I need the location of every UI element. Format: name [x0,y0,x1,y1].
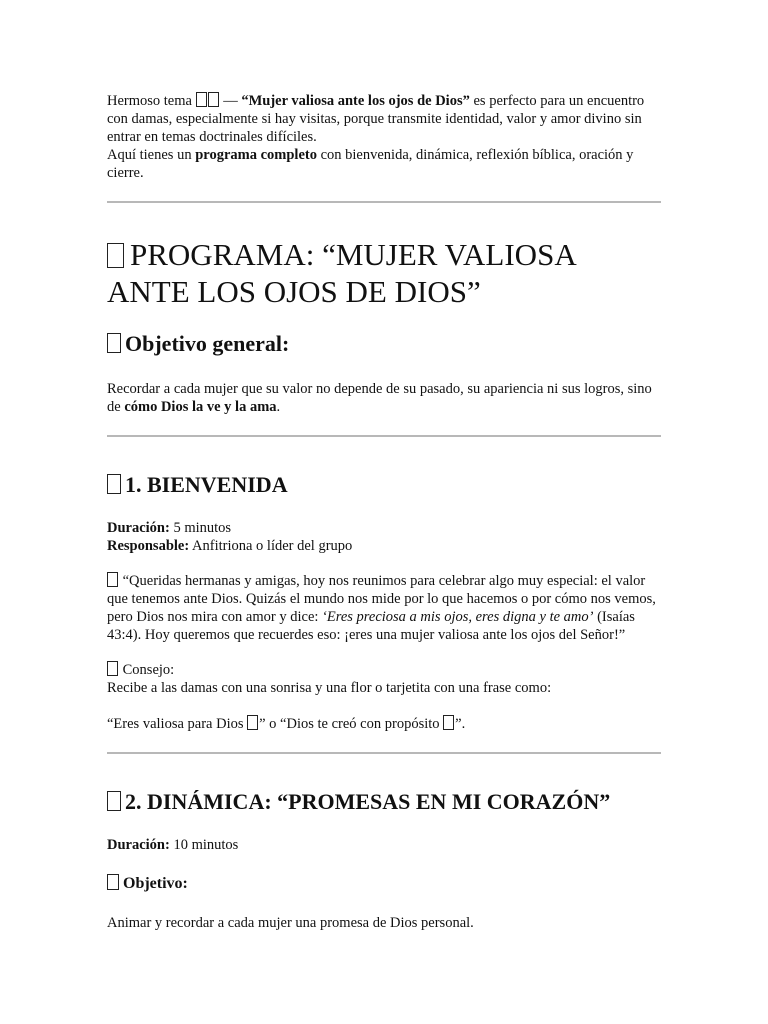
dynamic-objective-text [107,914,661,932]
intro-theme-title: “Mujer valiosa ante los ojos de Dios” [241,93,470,109]
welcome-heading [107,472,661,498]
intro-paragraph [107,92,661,146]
missing-glyph-icon [443,715,454,730]
objective-text: . [276,399,281,415]
missing-glyph-icon [208,92,219,107]
welcome-tip-text [107,679,661,697]
missing-glyph-icon [107,243,124,268]
welcome-speech [107,572,661,644]
duration-value: 5 minutos [169,520,232,536]
divider [107,201,661,203]
intro-paragraph [107,146,661,182]
objective-text: Recordar a cada mujer que su valor no depende de su pasado, su apariencia ni sus logros, sino de [107,381,652,415]
speech-verse: ‘Eres preciosa a mis ojos, eres digna y te amo’ [322,609,594,625]
welcome-responsible [107,537,661,555]
missing-glyph-icon [107,874,119,890]
welcome-duration [107,519,661,537]
intro-text: es perfecto para un encuentro con damas, especialmente si hay visitas, porque transmite identidad, valor y amor divino sin entrar en temas doctrinales difíciles. [107,93,645,145]
missing-glyph-icon [196,92,207,107]
intro-dash: — [219,93,242,109]
program-title-text: PROGRAMA: “MUJER VALIOSA ANTE LOS OJOS DE DIOS” [107,237,575,309]
dynamic-objective-heading-text: Objetivo: [123,875,188,892]
phrase-text: ” o “Dios te creó con propósito [259,716,444,732]
objective-paragraph [107,380,661,416]
tip-text: Recibe a las damas con una sonrisa y una flor o tarjetita con una frase como: [107,680,552,696]
missing-glyph-icon [107,791,121,811]
missing-glyph-icon [107,572,118,587]
welcome-phrases [107,715,661,733]
speech-text: (Isaías 43:4). Hoy queremos que recuerdes eso: ¡eres una mujer valiosa ante los ojos del Señor!” [107,609,635,643]
program-title [107,236,661,310]
objective-bold: cómo Dios la ve y la ama [124,399,277,415]
intro-text: Aquí tienes un [107,147,196,163]
duration-value: 10 minutos [169,837,239,853]
intro-text: Hermoso tema [107,93,196,109]
dynamic-heading [107,789,661,815]
duration-label: Duración: [107,520,170,536]
dynamic-objective-text-span: Animar y recordar a cada mujer una promesa de Dios personal. [107,915,474,931]
responsible-value: Anfitriona o líder del grupo [189,538,353,554]
intro-bold: programa completo [195,147,317,163]
intro-text: con bienvenida, dinámica, reflexión bíblica, oración y cierre. [107,147,634,181]
phrase-text: ”. [455,716,466,732]
document-content [107,92,661,932]
dynamic-heading-text: 2. DINÁMICA: “PROMESAS EN MI CORAZÓN” [125,789,611,814]
responsible-label: Responsable: [107,538,190,554]
speech-text: “Queridas hermanas y amigas, hoy nos reunimos para celebrar algo muy especial: el valor que tenemos ante Dios. Quizás el mundo nos mide por lo que hacemos o por cómo nos vemos, pero Dios nos mira con amor y dice: [107,573,656,625]
welcome-tip-label [107,661,661,679]
objective-heading-text: Objetivo general: [125,331,290,356]
objective-heading [107,331,661,357]
phrase-text: “Eres valiosa para Dios [107,716,248,732]
welcome-heading-text: 1. BIENVENIDA [125,472,288,497]
duration-label: Duración: [107,837,170,853]
divider [107,752,661,754]
missing-glyph-icon [107,661,118,676]
divider [107,435,661,437]
tip-label-text: Consejo: [122,662,175,678]
missing-glyph-icon [107,333,121,353]
missing-glyph-icon [107,474,121,494]
intro-section [107,92,661,182]
missing-glyph-icon [247,715,258,730]
dynamic-duration [107,836,661,854]
dynamic-objective-heading [107,874,661,894]
